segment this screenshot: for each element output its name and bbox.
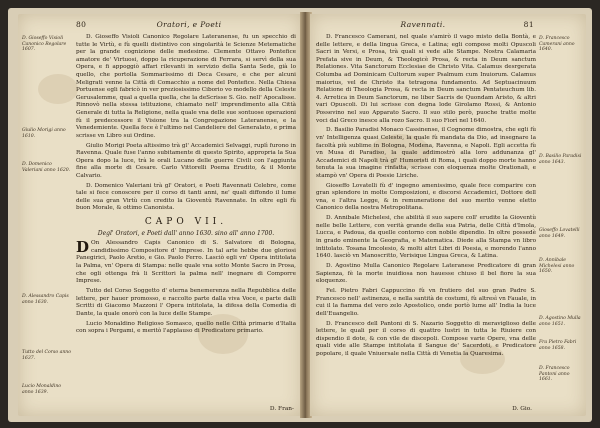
margin-note: Fra Pietro Fabri anno 1658. [539,340,577,351]
margin-note: Giulio Morigi anno 1610. [22,128,66,139]
page-number: 81 [523,20,534,29]
paragraph: Gioseffo Lovatelli fù d' ingegno amenissimo, quale fece comparire con gran splendore in molte Composizioni, e discorsi Accademici, Dottore dell vna, e l'altra Legge, & in remuneratione del suo merito venne eletto Canonico della nostra Metropolitana. [316,182,536,212]
page-number: 80 [76,20,87,29]
margin-note: D. Gioseffo Visioli Canonico Regolare 1607. [22,36,67,53]
drop-cap: D [76,238,90,257]
paragraph: D. Agostino Mulla Canonico Regolare Lateranese Predicatore di gran Sapienza, fè la morte inuidiosa non hauesse chiuso il bel fiore la sua eloquenze. [316,262,536,285]
paragraph [76,240,296,286]
paragraph: Fel. Pietro Fabri Cappuccino fù vn frutiero del suo gran Padre S. Francesco nell' astinenza, e nella santità de costumi, fù altresì vn Fauale, in cui il la fiamma del vero zelo Apostolico, onde portò lume all' India la luce dell'Euangelio. [316,287,536,317]
paragraph: Giulio Morigi Poeta altissimo trà gl' Accademici Selvaggi, ruplì furono in Ravenna. Quale fuse l'anno subitamente di questo Spirito, appropria la Sua Opera dopo la luce, trà le orali Lucano delle guerre Civili con l'aggiunta fine alla morte di Cesare. Carlo Vittorelli Poema Erudito, & il Monte Calvario. [76,142,296,179]
open-book [8,8,592,422]
paragraph: D. Francesco Camerani, nel quale s'amirò il vago misto della Bontà, e delle lettere, e della lingua Greca, e Latina; egli compose molti Opuscoli Sacri in Versi, e Prosa, trà quali si vede alle Stampe. Nostra Calamaria Prefata sive in Deum, & Theologicè Prosa, & recta in Deum sanctum Relationes. Vita Sanctorum Ecclesiae de Christo Vita. Calamus desrgerata Columba ad Dominicam Cultorum super Psalmum cum Inuiorum. Calamus maiorius, vel de Christo ita tetragona fundamento. Ad Septuacinuum Relatione di Theologia Prosa, & recta in Deum sanctum Pentateuchum lib. 4. Arretica in Deum Sanctorum, ne liber Sacris de Quondam Aristo, & altri vari Opuscoli. Di lui scrisse con degna lode Girolamo Rossi, & Antonio Possevino nel suo Apparato Sacro. Il suo stilo però, puoche tratte molte voci dal Greco inesce alla rozo Sacro. Il suo Fiorì nel 1640. [316,34,536,124]
foxing-stain [38,74,78,104]
paragraph: Tutto del Corso Soggetto d' eterna benemerenza nella Repubblica delle lettere, per hauer promosso, e raccolto parte dalla viva Voce, e parte dalli Scritti di Giacomo Mazzoni l' Opera intitolata, la difesa della Comedia di Dante, la quale onorò con la luce delle Stampe. [76,287,296,317]
margin-note: Tutto del Corso anno 1637. [22,350,72,361]
right-text-column [316,34,536,410]
margin-note: D. Domenico Valeriani anno 1620. [22,162,71,173]
paragraph: Lucio Monaldino Religioso Somasco, quello nelle Città primarie d'Italia con sopra i Pergami, e meritò l'applauso di Predicatore primario. [76,320,296,335]
left-text-column [76,34,296,410]
right-page [310,14,586,416]
paragraph: D. Domenico Valeriani trà gl' Oratori, e Poeti Ravennati Celebre, come tale si fece conoscere per il corso di tanti anni, ne' quali diffondo il lume delle sua gran Virtù con credito la Gioventù Ravennate. In oltre egli fù buon Morale, & ottimo Canonista. [76,182,296,212]
running-title: Ravennati. [400,20,446,29]
catchword: D. Fran- [269,406,294,412]
margin-note: D. Francesco Pantoni anno 1661. [539,366,570,383]
running-title: Oratori, e Poeti [156,20,222,29]
left-page [18,14,302,416]
chapter-subtitle: Degl' Oratori, e Poeti dall' anno 1630. sino all' anno 1700. [97,229,275,237]
margin-note: D. Agostino Mulla anno 1651. [539,316,581,327]
paragraph-text: On Alessandro Capis Canonico di S. Salvatore di Bologna, candidissimo Compositore d' Imprese. In tal arte hebbe due gloriosi Panegirici, Paolo Aretio, e Gio. Paolo Ferro. Lasciò egli vn' Opera intitolata la Palma, vn' Opera di Stampa: nelle quale vna sotto Monte Sacro in Prosa, che ogli ottenga frà li Scrittori la palma nell' inegnare di Comporre Imprese. [76,240,296,285]
paragraph: D. Basilio Paradisi Monaco Cassinense, il Cognome dimostra, che egli fù vn' Intelligenza quasi Celeste, la quale fù mandata da Dio, ad insegnare la facoltà più sublime in Bologna, Modena, Ravenna, e Napoli. Egli accetta fù vn Musa di Paradiso, la quale addimostrò alla loro addunanza gl' Accademici di Napoli trà gl' Humoristi di Roma, i quali doppo morte hanno tenuta la sua imagine rinfatta, scrisse con eloquenza molte Orationali, e stampò vn' Opera di Poesie Liriche. [316,127,536,179]
right-running-head [310,20,586,31]
margin-note: D. Francesco Camerani anno 1640. [539,36,575,53]
paragraph: D. Annibale Michelesi, che abilità il suo sapere coll' erudite la Gioventù nelle belle Lettere, con verità grande della sua Patria, delle Città d'Imola, Lucca, e Padoua, da quelle contorno con nobile dipendio. In oltre possedè in grado eminente la Geografia, e Matematica. Diede alla Stampa vn libro intitolato. Tosana Imcolesio, & molti altri Libri di Poesia, e morendo l'anno 1640. lasciò vn Manoscritto, Verisique Lingua Greca, & Latina. [316,215,536,260]
margin-note: Lucio Monaldino anno 1639. [22,384,62,395]
paragraph: D. Francesco dell Pantoni di S. Nazario Soggetto di meraviglioso delle lettere, le quali per il corso di quattro lustri in tutta le Riuiere con dispendio il dote, & con vile de discepoli. Compose varie Opere, vna delle quali vide alle Stampe intitolata il Sangue de' Sacerdoti, e Predicatore popolare, il quale Vniuersale nella Città di Venetia la Quaresima. [316,320,536,357]
margin-note: D. Basilio Paradisi anno 1643. [539,154,582,165]
left-running-head [18,20,302,31]
margin-note: D. Annibale Michelesi anno 1650. [539,258,575,275]
margin-note: Gioseffo Lovatelli anno 1649. [539,228,580,239]
margin-note: D. Alessandro Capis anno 1630. [22,294,69,305]
catchword: D. Gio. [512,406,532,412]
paragraph: D. Gioseffo Visioli Canonico Regolare Lateranense, fu un specchio di tutte le Virtù, e fù quelli distintivo con singolarità le Scienze Metematiche per la grande cognizione delle medesime. Clemente Ottavo Pontefice amatore de' Virtuosi, doppo la ricuperazione di Ferrara, si servì della sua Opera, e fi appoggiò affari rilevanti in servizio della Santa Sede, già lo quello, che portolla Sommarissimo di Deca Cesare, e che per alcuni Meligrati venne la Città di Comacchio a nome del Pontefice. Nella Chiesa Portuense egli fabricò in ver preziosissimo Ciborio vo modello della Celeste Gerusalemme, qual a quella quella, che la deScrisse S. Gio. nell' Apocalisse. Rinnovò nella stessa istituzione, chiamato nell' imprendimento alla Città Generale di tutta la Religione, nella quale vna delle sue sontuose operazioni fù il predecessore il Visione tra la Congregazione Lateranense, e la Venedemiente. Quella fece è l'ultimo nel Candeliere del Generalato, e prima scrisse vn Libro sui Ordine. [76,34,296,139]
chapter-heading: CAPO VII. [144,217,228,228]
